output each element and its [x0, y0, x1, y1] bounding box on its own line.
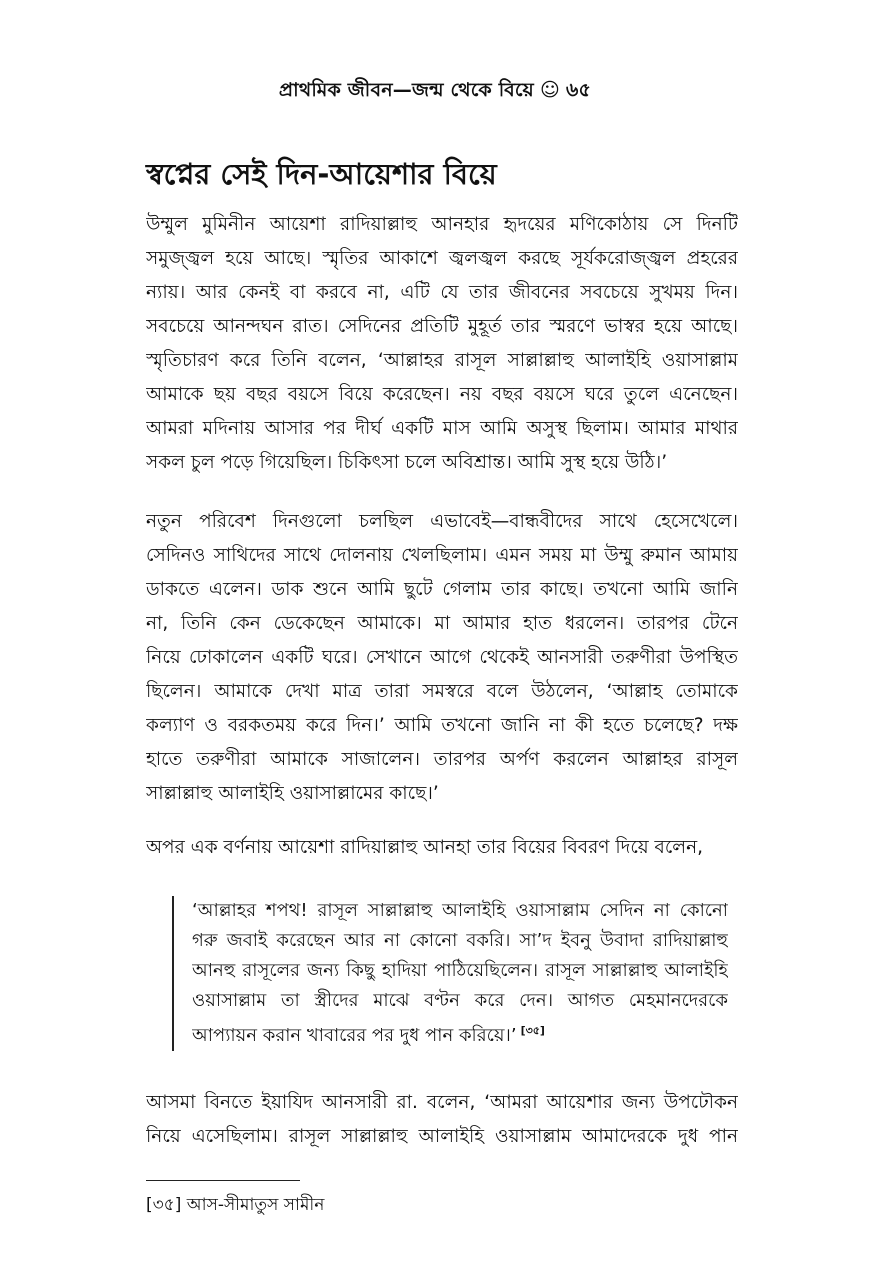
text-line: আমরা মদিনায় আসার পর দীর্ঘ একটি মাস আমি অসুস্থ ছিলাম। আমার মাথার: [146, 418, 738, 439]
text-line: ডাকতে এলেন। ডাক শুনে আমি ছুটে গেলাম তার কাছে। তখনো আমি জানি: [146, 579, 738, 600]
text-line: না, তিনি কেন ডেকেছেন আমাকে। মা আমার হাত ধরলেন। তারপর টেনে: [146, 613, 738, 634]
text-line: আনহু রাসূলের জন্য কিছু হাদিয়া পাঠিয়েছিলেন। রাসূল সাল্লাল্লাহু আলাইহি: [192, 960, 728, 981]
footnote-reference[interactable]: [৩৫]: [520, 1024, 545, 1037]
text-line: সকল চুল পড়ে গিয়েছিল। চিকিৎসা চলে অবিশ্রান্ত। আমি সুস্থ হয়ে উঠি।’: [146, 452, 668, 473]
text-line: গরু জবাই করেছেন আর না কোনো বকরি। সা’দ ইবনু উবাদা রাদিয়াল্লাহু: [192, 930, 728, 951]
block-quote: [172, 896, 746, 1051]
text-line: সবচেয়ে আনন্দঘন রাত। সেদিনের প্রতিটি মুহূর্ত তার স্মরণে ভাস্বর হয়ে আছে।: [146, 316, 738, 337]
text-line: সাল্লাল্লাহু আলাইহি ওয়াসাল্লামের কাছে।’: [146, 783, 439, 804]
text-line: ওয়াসাল্লাম তা স্ত্রীদের মাঝে বণ্টন করে দেন। আগত মেহমানদেরকে: [192, 990, 728, 1011]
text-line: হাতে তরুণীরা আমাকে সাজালেন। তারপর অর্পণ করলেন আল্লাহর রাসূল: [146, 749, 738, 770]
text-line: উম্মুল মুমিনীন আয়েশা রাদিয়াল্লাহু আনহার হৃদয়ের মণিকোঠায় সে দিনটি: [146, 214, 738, 235]
paragraph-2: [146, 505, 738, 811]
text-line: স্মৃতিচারণ করে তিনি বলেন, ‘আল্লাহর রাসূল সাল্লাল্লাহু আলাইহি ওয়াসাল্লাম: [146, 350, 738, 371]
running-header: [0, 76, 870, 108]
text-line: নিয়ে ঢোকালেন একটি ঘরে। সেখানে আগে থেকেই আনসারী তরুণীরা উপস্থিত: [146, 647, 738, 668]
paragraph-4: [146, 1086, 738, 1154]
text-line: ‘আল্লাহর শপথ! রাসূল সাল্লাল্লাহু আলাইহি ওয়াসাল্লাম সেদিন না কোনো: [192, 900, 728, 921]
paragraph-3: [146, 831, 738, 865]
text-line: আপ্যায়ন করান খাবারের পর দুধ পান করিয়ে।’: [192, 1025, 517, 1046]
paragraph-1: [146, 208, 738, 480]
chapter-title: স্বপ্নের সেই দিন-আয়েশার বিয়ে: [146, 157, 497, 191]
quote-text: [192, 896, 728, 1051]
page-number: ৬৫: [565, 79, 592, 101]
text-line: কল্যাণ ও বরকতময় করে দিন।’ আমি তখনো জানি না কী হতে চলেছে? দক্ষ: [146, 715, 738, 736]
separator-icon: ☺: [539, 79, 560, 101]
text-line: সেদিনও সাথিদের সাথে দোলনায় খেলছিলাম। এমন সময় মা উম্মু রুমান আমায়: [146, 545, 738, 566]
text-line: ছিলেন। আমাকে দেখা মাত্র তারা সমস্বরে বলে উঠলেন, ‘আল্লাহ তোমাকে: [146, 681, 738, 702]
text-line: নিয়ে এসেছিলাম। রাসূল সাল্লাল্লাহু আলাইহি ওয়াসাল্লাম আমাদেরকে দুধ পান: [146, 1126, 738, 1147]
footnote: [৩৫] আস-সীমাতুস সামীন: [146, 1195, 325, 1215]
text-line: নতুন পরিবেশ দিনগুলো চলছিল এভাবেই—বান্ধবীদের সাথে হেসেখেলে।: [146, 511, 738, 532]
text-line: সমুজ্জ্বল হয়ে আছে। স্মৃতির আকাশে জ্বলজ্বল করছে সূর্যকরোজ্জ্বল প্রহরের: [146, 248, 738, 269]
running-header-title: প্রাথমিক জীবন—জন্ম থেকে বিয়ে: [278, 79, 534, 101]
footnote-divider: [146, 1180, 300, 1181]
text-line: ন্যায়। আর কেনই বা করবে না, এটি যে তার জীবনের সবচেয়ে সুখময় দিন।: [146, 282, 738, 303]
text-line: আসমা বিনতে ইয়াযিদ আনসারী রা. বলেন, ‘আমরা আয়েশার জন্য উপঢৌকন: [146, 1092, 738, 1113]
text-line: অপর এক বর্ণনায় আয়েশা রাদিয়াল্লাহু আনহা তার বিয়ের বিবরণ দিয়ে বলেন,: [146, 837, 703, 858]
text-line: আমাকে ছয় বছর বয়সে বিয়ে করেছেন। নয় বছর বয়সে ঘরে তুলে এনেছেন।: [146, 384, 738, 405]
text-line-with-ref: [192, 1016, 728, 1051]
